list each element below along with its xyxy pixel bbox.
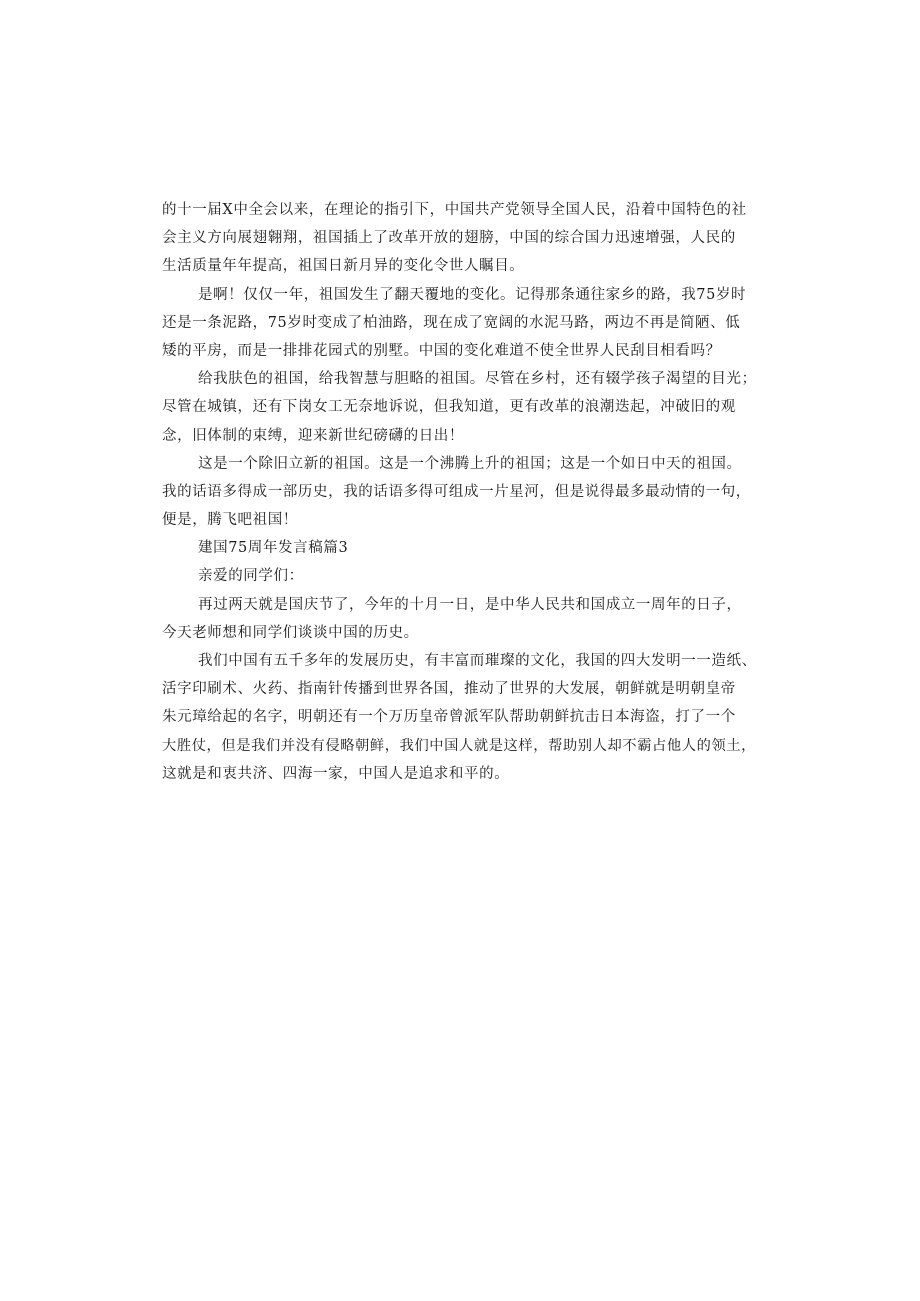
text-line: 大胜仗，但是我们并没有侵略朝鲜，我们中国人就是这样，帮助别人却不霸占他人的领土， [162,737,757,754]
text-line: 尽管在城镇，还有下岗女工无奈地诉说，但我知道，更有改革的浪潮迭起，冲破旧的观 [162,399,736,416]
text-line: 再过两天就是国庆节了，今年的十月一日，是中华人民共和国成立一周年的日子， [198,596,742,613]
text-line: 生活质量年年提高，祖国日新月异的变化令世人瞩目。 [162,258,525,275]
text-line: 活字印刷术、火药、指南针传播到世界各国，推动了世界的大发展，朝鲜就是明朝皇帝 [162,681,736,698]
text-line: 的十一届X中全会以来，在理论的指引下，中国共产党领导全国人民，沿着中国特色的社 [162,202,747,218]
text-line: 给我肤色的祖国，给我智慧与胆略的祖国。尽管在乡村，还有辍学孩子渴望的目光； [198,371,757,388]
text-line: 朱元璋给起的名字，明朝还有一个万历皇帝曾派军队帮助朝鲜抗击日本海盗，打了一个 [162,709,736,726]
text-line: 我的话语多得成一部历史，我的话语多得可组成一片星河，但是说得最多最动情的一句， [162,483,751,500]
text-line: 便是，腾飞吧祖国！ [162,512,298,529]
section-heading: 建国75周年发言稿篇3 [198,540,349,557]
text-line: 念，旧体制的束缚，迎来新世纪磅礴的日出！ [162,427,464,444]
salutation: 亲爱的同学们： [198,568,304,585]
document-body [162,196,762,788]
text-line: 会主义方向展翅翱翔，祖国插上了改革开放的翅膀，中国的综合国力迅速增强，人民的 [162,230,736,247]
text-line: 还是一条泥路，75岁时变成了柏油路，现在成了宽阔的水泥马路，两边不再是简陋、低 [162,314,741,331]
text-line: 是啊！仅仅一年，祖国发生了翻天覆地的变化。记得那条通往家乡的路，我75岁时 [198,286,747,303]
text-line: 今天老师想和同学们谈谈中国的历史。 [162,624,419,641]
text-line: 矮的平房，而是一排排花园式的别墅。中国的变化难道不使全世界人民刮目相看吗？ [162,342,721,359]
text-line: 这就是和衷共济、四海一家，中国人是追求和平的。 [162,765,510,782]
text-line: 这是一个除旧立新的祖国。这是一个沸腾上升的祖国；这是一个如日中天的祖国。 [198,455,742,472]
text-line: 我们中国有五千多年的发展历史，有丰富而璀璨的文化，我国的四大发明一一造纸、 [198,653,757,669]
